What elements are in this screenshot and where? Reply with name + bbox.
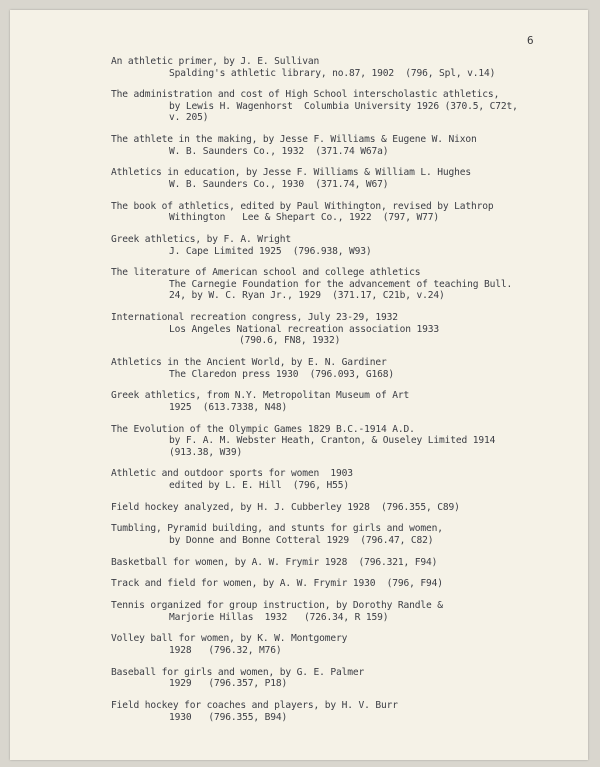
bibliography-entry	[111, 578, 581, 590]
entry-line: W. B. Saunders Co., 1930 (371.74, W67)	[169, 179, 389, 191]
entry-line: v. 205)	[169, 112, 209, 124]
bibliography-entry	[111, 167, 581, 190]
entry-line: 24, by W. C. Ryan Jr., 1929 (371.17, C21b, v.24)	[169, 290, 445, 302]
entry-line: Track and field for women, by A. W. Frymir 1930 (796, F94)	[111, 578, 443, 590]
document-page	[10, 10, 588, 760]
bibliography-entry	[111, 424, 581, 459]
entry-line: by F. A. M. Webster Heath, Cranton, & Ouseley Limited 1914	[169, 435, 496, 447]
entry-line: 1929 (796.357, P18)	[169, 678, 288, 690]
entry-line: Basketball for women, by A. W. Frymir 1928 (796.321, F94)	[111, 556, 438, 568]
entry-line: The athlete in the making, by Jesse F. Williams & Eugene W. Nixon	[111, 134, 477, 146]
bibliography-entry	[111, 89, 581, 124]
entry-line: by Donne and Bonne Cotteral 1929 (796.47, C82)	[169, 535, 434, 547]
entry-line: (790.6, FN8, 1932)	[239, 335, 341, 347]
entry-line: edited by L. E. Hill (796, H55)	[169, 480, 350, 492]
entry-line: The Evolution of the Olympic Games 1829 B.C.-1914 A.D.	[111, 423, 415, 435]
bibliography-entry	[111, 201, 581, 224]
entry-line: W. B. Saunders Co., 1932 (371.74 W67a)	[169, 145, 389, 157]
bibliography-list	[111, 56, 581, 733]
entry-line: by Lewis H. Wagenhorst Columbia University 1926 (370.5, C72t,	[169, 100, 518, 112]
bibliography-entry	[111, 557, 581, 569]
bibliography-entry	[111, 357, 581, 380]
entry-line: 1928 (796.32, M76)	[169, 644, 282, 656]
bibliography-entry	[111, 700, 581, 723]
bibliography-entry	[111, 234, 581, 257]
entry-line: Greek athletics, by F. A. Wright	[111, 234, 292, 245]
entry-line: (913.38, W39)	[169, 446, 243, 458]
bibliography-entry	[111, 267, 581, 302]
entry-line: Los Angeles National recreation association 1933	[169, 323, 440, 335]
entry-line: The Claredon press 1930 (796.093, G168)	[169, 368, 395, 380]
bibliography-entry	[111, 523, 581, 546]
entry-line: Volley ball for women, by K. W. Montgomery	[111, 633, 348, 645]
bibliography-entry	[111, 390, 581, 413]
entry-line: The book of athletics, edited by Paul Withington, revised by Lathrop	[111, 200, 494, 212]
entry-line: Tennis organized for group instruction, by Dorothy Randle &	[111, 600, 443, 612]
bibliography-entry	[111, 56, 581, 79]
entry-line: Spalding's athletic library, no.87, 1902 (796, Spl, v.14)	[169, 67, 496, 79]
bibliography-entry	[111, 600, 581, 623]
entry-line: International recreation congress, July 23-29, 1932	[111, 312, 398, 324]
entry-line: Athletic and outdoor sports for women 1903	[111, 468, 353, 480]
bibliography-entry	[111, 468, 581, 491]
entry-line: Athletics in the Ancient World, by E. N. Gardiner	[111, 357, 387, 369]
bibliography-entry	[111, 312, 581, 347]
entry-line: Athletics in education, by Jesse F. Williams & William L. Hughes	[111, 167, 472, 179]
entry-line: An athletic primer, by J. E. Sullivan	[111, 56, 320, 67]
entry-line: J. Cape Limited 1925 (796.938, W93)	[169, 245, 372, 257]
entry-line: The Carnegie Foundation for the advancement of teaching Bull.	[169, 278, 513, 290]
entry-line: Marjorie Hillas 1932 (726.34, R 159)	[169, 611, 389, 623]
entry-line: Baseball for girls and women, by G. E. Palmer	[111, 666, 365, 678]
bibliography-entry	[111, 667, 581, 690]
bibliography-entry	[111, 633, 581, 656]
entry-line: Withington Lee & Shepart Co., 1922 (797, W77)	[169, 212, 440, 224]
page-number: 6	[527, 34, 534, 47]
entry-line: 1925 (613.7338, N48)	[169, 401, 288, 413]
bibliography-entry	[111, 134, 581, 157]
entry-line: The literature of American school and college athletics	[111, 267, 421, 279]
entry-line: Field hockey analyzed, by H. J. Cubberley 1928 (796.355, C89)	[111, 501, 460, 513]
entry-line: Field hockey for coaches and players, by H. V. Burr	[111, 699, 398, 711]
entry-line: 1930 (796.355, B94)	[169, 711, 288, 723]
entry-line: Greek athletics, from N.Y. Metropolitan Museum of Art	[111, 390, 410, 402]
entry-line: Tumbling, Pyramid building, and stunts for girls and women,	[111, 523, 443, 535]
bibliography-entry	[111, 502, 581, 514]
entry-line: The administration and cost of High School interscholastic athletics,	[111, 89, 500, 101]
